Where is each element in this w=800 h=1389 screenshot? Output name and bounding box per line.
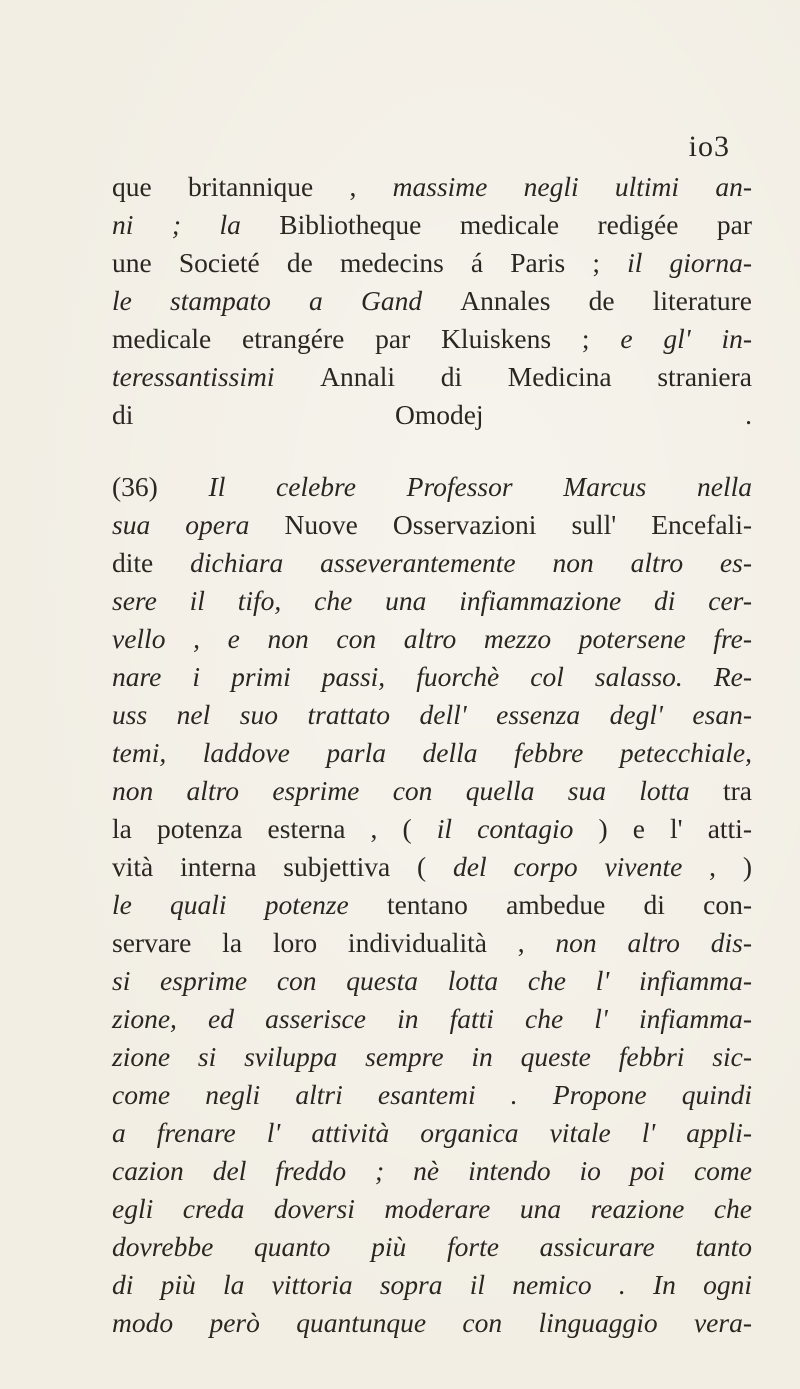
text-segment: il contagio <box>436 813 574 844</box>
text-line <box>112 734 752 772</box>
text-segment: uss nel suo trattato dell' essenza degl' esan- <box>112 699 752 730</box>
text-segment: servare la loro individualità , <box>112 927 556 958</box>
text-segment: Annales de literature <box>460 285 752 316</box>
text-segment: a frenare l' attività organica vitale l' appli- <box>112 1117 752 1148</box>
text-segment: vello , e non con altro mezzo potersene fre- <box>112 623 752 654</box>
text-line <box>112 544 752 582</box>
text-line <box>112 1076 752 1114</box>
text-segment: le stampato a Gand <box>112 285 461 316</box>
text-segment: , ) <box>682 851 752 882</box>
text-line <box>112 282 752 320</box>
text-segment: sere il tifo, che una infiammazione di cer- <box>112 585 752 616</box>
text-line <box>112 962 752 1000</box>
text-segment: Annali di Medicina straniera <box>320 361 752 392</box>
text-segment: nare i primi passi, fuorchè col salasso. Re- <box>112 661 752 692</box>
text-line <box>112 620 752 658</box>
text-segment: dovrebbe quanto più forte assicurare tanto <box>112 1231 752 1262</box>
text-line <box>112 1038 752 1076</box>
text-line <box>112 396 752 434</box>
text-line <box>112 924 752 962</box>
text-segment: ) e l' atti- <box>573 813 752 844</box>
text-segment: que britannique , <box>112 171 393 202</box>
text-segment: temi, laddove parla della febbre petecchiale, <box>112 737 752 768</box>
text-line <box>112 810 752 848</box>
text-line <box>112 848 752 886</box>
text-line <box>112 1114 752 1152</box>
text-line <box>112 1228 752 1266</box>
text-segment: sua opera <box>112 509 285 540</box>
text-line <box>112 886 752 924</box>
text-segment: come negli altri esantemi . Propone quindi <box>112 1079 752 1110</box>
text-line <box>112 582 752 620</box>
text-line <box>112 506 752 544</box>
text-segment: la potenza esterna , ( <box>112 813 437 844</box>
text-segment: dite <box>112 547 191 578</box>
body-text <box>112 168 752 1342</box>
text-line <box>112 1190 752 1228</box>
text-segment: si esprime con questa lotta che l' infiamma- <box>112 965 752 996</box>
text-line <box>112 320 752 358</box>
page-number: io3 <box>688 130 730 163</box>
text-segment: une Societé de medecins á Paris ; <box>112 247 628 278</box>
text-segment: ni ; la <box>112 209 280 240</box>
text-line <box>112 468 752 506</box>
paragraph-gap <box>112 434 752 468</box>
text-segment: non altro dis- <box>555 927 752 958</box>
text-segment: massime negli ultimi an- <box>392 171 752 202</box>
text-segment: cazion del freddo ; nè intendo io poi come <box>112 1155 752 1186</box>
text-segment: di più la vittoria sopra il nemico . In ogni <box>112 1269 752 1300</box>
text-segment: medicale etrangére par Kluiskens ; <box>112 323 621 354</box>
text-segment: Il celebre Professor Marcus nella <box>208 471 752 502</box>
text-line <box>112 1152 752 1190</box>
text-segment: Nuove Osservazioni sull' Encefali- <box>284 509 752 540</box>
text-line <box>112 696 752 734</box>
text-segment: Bibliotheque medicale redigée par <box>279 209 752 240</box>
text-segment: di Omodej . <box>112 399 752 430</box>
text-segment: egli creda doversi moderare una reazione che <box>112 1193 752 1224</box>
text-segment: zione si sviluppa sempre in queste febbri sic- <box>112 1041 752 1072</box>
text-segment: (36) <box>112 471 209 502</box>
text-line <box>112 168 752 206</box>
text-segment: tra <box>722 775 752 806</box>
text-segment: non altro esprime con quella sua lotta <box>112 775 723 806</box>
text-segment: le quali potenze <box>112 889 387 920</box>
paragraph-footnote-36 <box>112 468 752 1342</box>
text-line <box>112 244 752 282</box>
text-segment: e gl' in- <box>620 323 752 354</box>
text-segment: teressantissimi <box>112 361 321 392</box>
text-segment: dichiara asseverantemente non altro es- <box>190 547 752 578</box>
text-line <box>112 1304 752 1342</box>
text-segment: modo però quantunque con linguaggio vera- <box>112 1307 752 1338</box>
text-line <box>112 358 752 396</box>
text-segment: tentano ambedue di con- <box>386 889 752 920</box>
text-segment: vità interna subjettiva ( <box>112 851 454 882</box>
text-line <box>112 658 752 696</box>
text-segment: zione, ed asserisce in fatti che l' infiamma- <box>112 1003 752 1034</box>
text-line <box>112 1000 752 1038</box>
paragraph-footnote-continuation <box>112 168 752 434</box>
text-line <box>112 1266 752 1304</box>
text-line <box>112 772 752 810</box>
text-segment: il giorna- <box>627 247 752 278</box>
text-segment: del corpo vivente <box>453 851 683 882</box>
text-line <box>112 206 752 244</box>
